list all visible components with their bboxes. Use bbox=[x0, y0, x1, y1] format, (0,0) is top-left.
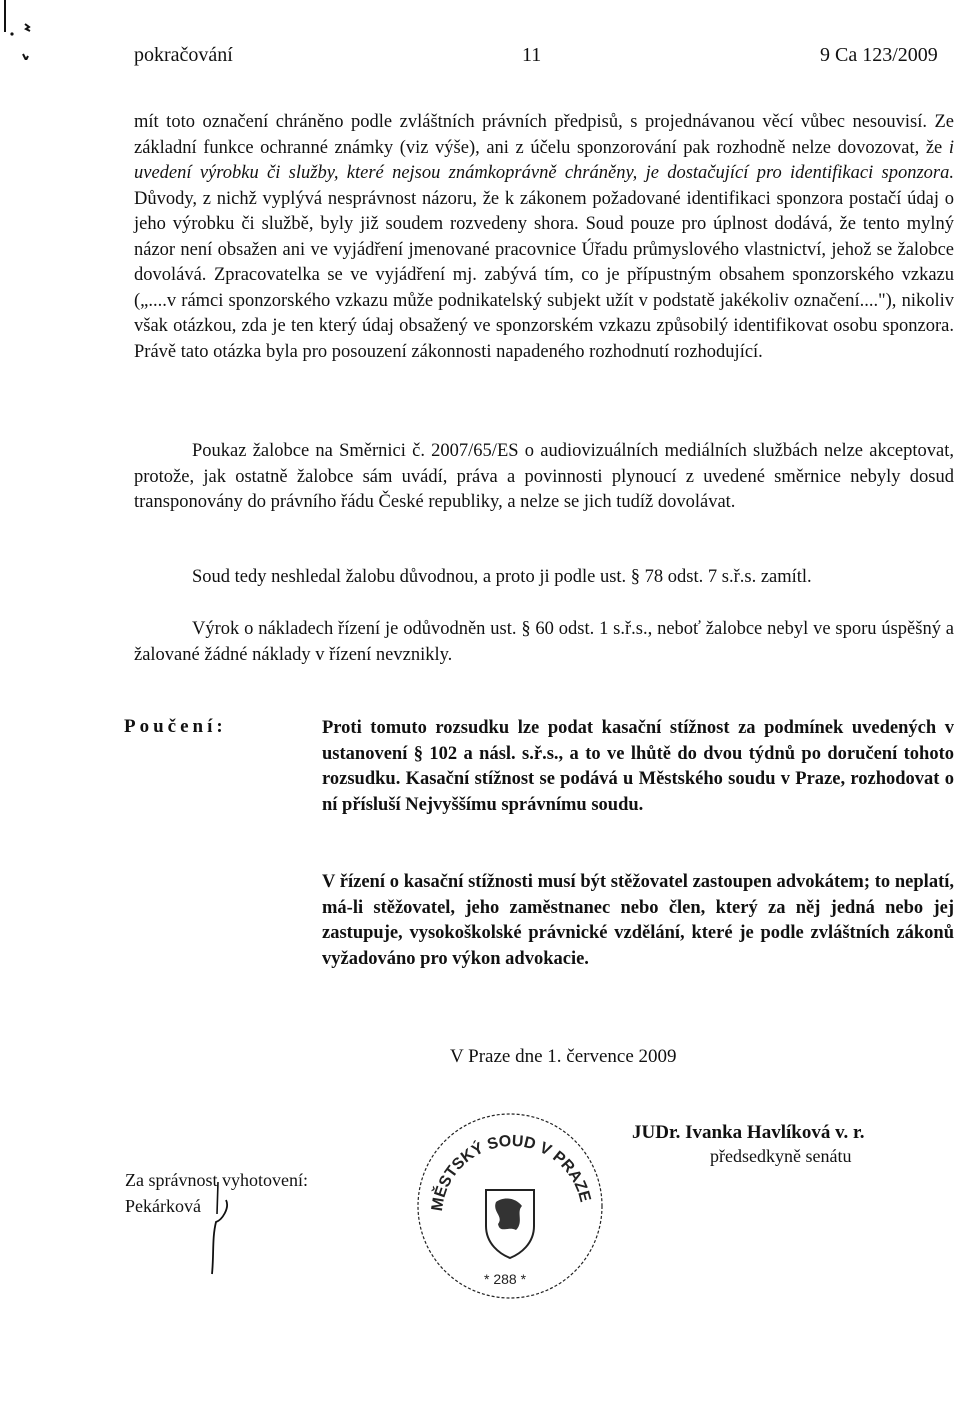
handwritten-signature-mark bbox=[196, 1178, 236, 1278]
para1-rest: Důvody, z nichž vyplývá nesprávnost názoru, že k zákonem požadované identifikaci sponzora postačí údaj o jeho výrobku či službě, byly již soudem rozvedeny shora. Soud pouze pro úplnost dodává, že tento mylný názor není obsažen ani ve vyjádření jmenované pracovnice Úřadu průmyslového vlastnictví, jehož se žalobce dovolává. Zpracovatelka se ve vyjádření mj. zabývá tím, co je přípustným obsahem sponzorského vzkazu („....v rámci sponzorského vzkazu může podnikatelský subjekt užít v podstatě jakékoliv označení...."), nikoliv však otázkou, zda je ten který údaj obsažený ve sponzorském vzkazu způsobilý identifikovat osobu sponzora. Právě tato otázka byla pro posouzení zákonnosti napadeného rozhodnutí rozhodující. bbox=[134, 188, 954, 362]
costs-paragraph bbox=[134, 617, 954, 668]
date-line: V Praze dne 1. července 2009 bbox=[450, 1046, 677, 1067]
para2-text: Poukaz žalobce na Směrnici č. 2007/65/ES o audiovizuálních mediálních službách nelze akceptovat, protože, jak ostatně žalobce sám uvádí, práva a povinnosti plynoucí z uvedené směrnice nebyly dosud transponovány do právního řádu České republiky, a nelze se jich tudíž dovolávat. bbox=[134, 441, 954, 512]
header-continuation: pokračování bbox=[134, 44, 233, 66]
page-number: 11 bbox=[522, 44, 542, 66]
para3-text: Soud tedy neshledal žalobu důvodnou, a proto ji podle ust. § 78 odst. 7 s.ř.s. zamítl. bbox=[192, 567, 812, 587]
copy-note-name: Pekárková bbox=[125, 1196, 201, 1216]
reasoning-paragraph-1 bbox=[134, 110, 954, 365]
case-number: 9 Ca 123/2009 bbox=[820, 44, 938, 66]
verdict-paragraph bbox=[134, 565, 954, 591]
para4-text: Výrok o nákladech řízení je odůvodněn ust. § 60 odst. 1 s.ř.s., neboť žalobce nebyl ve sporu úspěšný a žalované žádné náklady v řízení nevznikly. bbox=[134, 619, 954, 665]
instruction-label: Poučení: bbox=[124, 716, 227, 737]
para1-italic: i uvedení výrobku či služby, které nejsou známkoprávně chráněny, je dostačující pro identifikaci sponzora. bbox=[134, 137, 954, 183]
court-stamp bbox=[412, 1098, 608, 1306]
copy-note-label: Za správnost vyhotovení: bbox=[125, 1170, 308, 1190]
signatory-role: předsedkyně senátu bbox=[710, 1146, 852, 1166]
instruction-text-2: V řízení o kasační stížnosti musí být stěžovatel zastoupen advokátem; to neplatí, má-li stěžovatel, jeho zaměstnanec nebo člen, který za něj jedná nebo jej zastupuje, vysokoškolské právnické vzdělání, které je podle zvláštních zákonů vyžadováno pro výkon advokacie. bbox=[322, 872, 954, 969]
svg-text:* 288 *: * 288 * bbox=[484, 1271, 527, 1287]
scan-corner-mark bbox=[2, 0, 32, 60]
signatory-name: JUDr. Ivanka Havlíková v. r. bbox=[632, 1122, 865, 1143]
svg-text:MĚSTSKÝ SOUD V PRAZE: MĚSTSKÝ SOUD V PRAZE bbox=[428, 1132, 594, 1213]
stamp-number bbox=[489, 1263, 491, 1264]
instruction-text-1: Proti tomuto rozsudku lze podat kasační stížnost za podmínek uvedených v ustanovení § 102 a násl. s.ř.s., a to ve lhůtě do dvou týdnů po doručení tohoto rozsudku. Kasační stížnost se podává u Městského soudu v Praze, rozhodovat o ní přísluší Nejvyššímu správnímu soudu. bbox=[322, 718, 954, 815]
para1-start: mít toto označení chráněno podle zvláštních právních předpisů, s projednávanou věcí vůbec nesouvisí. Ze základní funkce ochranné známky (viz výše), ani z účelu sponzorování pak rozhodně nelze dovozovat, že bbox=[134, 112, 954, 158]
reasoning-paragraph-2 bbox=[134, 439, 954, 516]
